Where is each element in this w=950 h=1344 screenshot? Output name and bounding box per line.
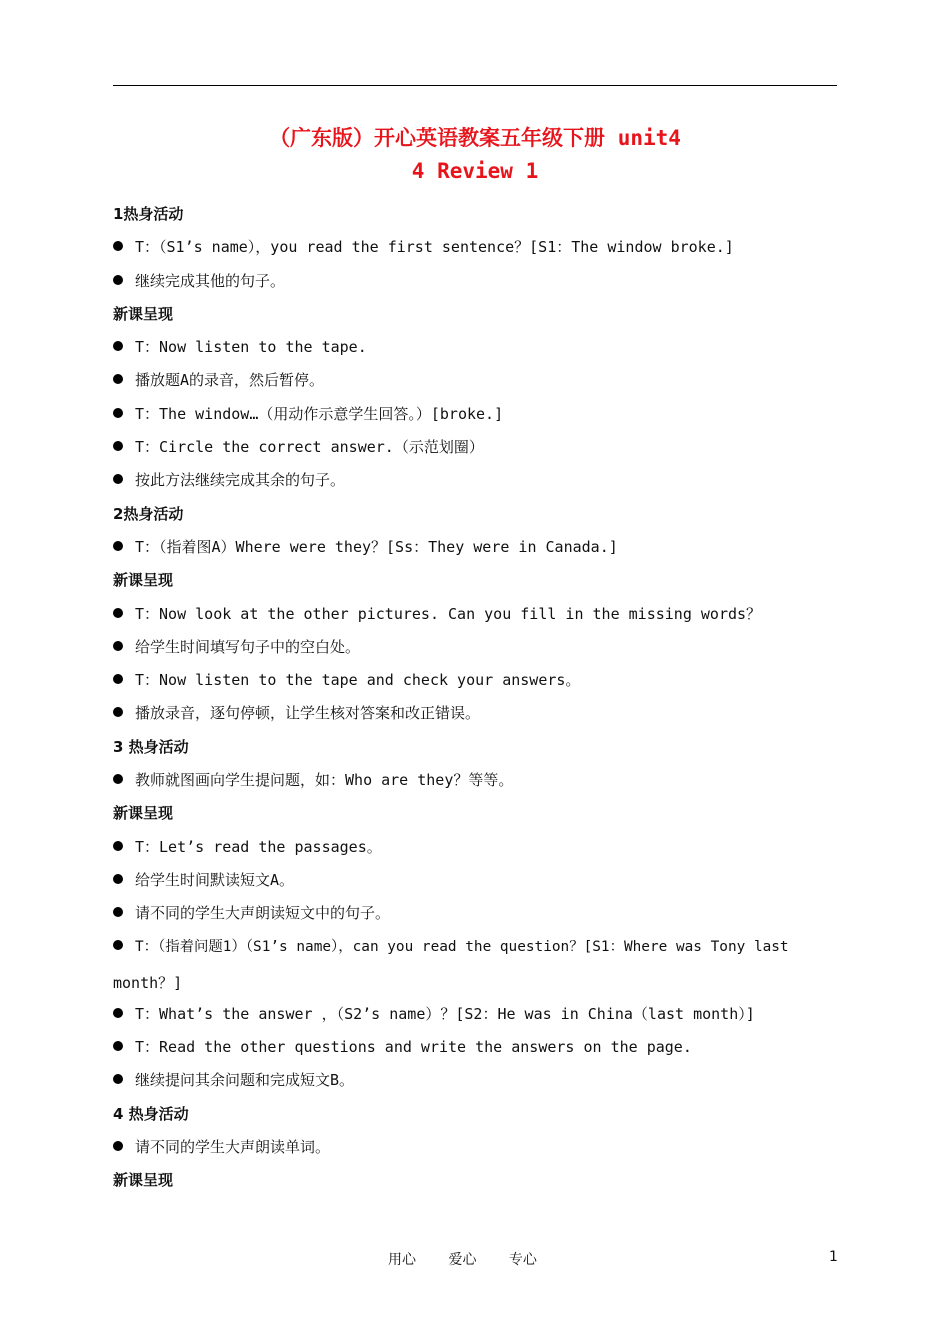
- bullet-icon: [113, 707, 123, 717]
- bullet-icon: [113, 1141, 123, 1151]
- bullet-continuation: month？]: [113, 973, 183, 992]
- bullet-icon: [113, 474, 123, 484]
- bullet-icon: [113, 1008, 123, 1018]
- bullet-text: 播放录音，逐句停顿，让学生核对答案和改正错误。: [135, 704, 481, 723]
- section-heading: 新课呈现: [113, 571, 174, 590]
- bullet-item: [113, 664, 837, 697]
- bullet-text: 给学生时间填写句子中的空白处。: [135, 637, 361, 656]
- bullet-item: [113, 231, 837, 264]
- bullet-item: [113, 1031, 837, 1064]
- bullet-text: T：（S1’s name），you read the first sentence？[S1：The window broke.]: [135, 238, 734, 257]
- bullet-text: 播放题A的录音，然后暂停。: [135, 371, 325, 390]
- bullet-icon: [113, 907, 123, 917]
- bullet-text: T：Now look at the other pictures. Can you fill in the missing words？: [135, 604, 762, 623]
- bullet-icon: [113, 275, 123, 285]
- bullet-item: [113, 697, 837, 730]
- bullet-text: 继续提问其余问题和完成短文B。: [135, 1071, 355, 1090]
- footer-word: 爱心: [448, 1252, 477, 1268]
- bullet-item: [113, 431, 837, 464]
- bullet-item: [113, 598, 837, 631]
- section-heading: 新课呈现: [113, 1171, 174, 1190]
- bullet-text: 教师就图画向学生提问题，如：Who are they？等等。: [135, 771, 514, 790]
- bullet-text: T：Let’s read the passages。: [135, 837, 382, 856]
- bullet-text: T：（指着问题1）（S1’s name），can you read the question？[S1：Where was Tony last: [135, 938, 789, 955]
- bullet-item: [113, 265, 837, 298]
- bullet-icon: [113, 940, 123, 950]
- bullet-icon: [113, 241, 123, 251]
- bullet-icon: [113, 608, 123, 618]
- bullet-text: T：Circle the correct answer.（示范划圈）: [135, 438, 484, 457]
- bullet-text: 请不同的学生大声朗读单词。: [135, 1138, 331, 1157]
- page-number: 1: [829, 1249, 838, 1265]
- section-heading: 1热身活动: [113, 205, 184, 223]
- bullet-icon: [113, 641, 123, 651]
- bullet-text: T：What’s the answer ，（S2’s name）？[S2：He was in China（last month）]: [135, 1004, 755, 1023]
- bullet-item: [113, 464, 837, 497]
- bullet-icon: [113, 541, 123, 551]
- footer-word: 专心: [508, 1252, 537, 1268]
- bullet-text: T：Now listen to the tape.: [135, 338, 367, 357]
- bullet-text: T：The window…（用动作示意学生回答。）[broke.]: [135, 404, 504, 423]
- bullet-item: [113, 764, 837, 797]
- bullet-item: [113, 1131, 837, 1164]
- bullet-item: [113, 864, 837, 897]
- bullet-icon: [113, 674, 123, 684]
- bullet-text: 请不同的学生大声朗读短文中的句子。: [135, 904, 391, 923]
- bullet-text: 按此方法继续完成其余的句子。: [135, 471, 346, 490]
- bullet-item: [113, 331, 837, 364]
- footer-motto: [388, 1249, 565, 1269]
- bullet-item: [113, 398, 837, 431]
- bullet-text: 给学生时间默读短文A。: [135, 870, 295, 889]
- document-title: （广东版）开心英语教案五年级下册 unit4: [269, 126, 681, 150]
- bullet-text: 继续完成其他的句子。: [135, 271, 286, 290]
- bullet-icon: [113, 841, 123, 851]
- bullet-icon: [113, 874, 123, 884]
- section-heading: 2热身活动: [113, 504, 184, 523]
- bullet-icon: [113, 441, 123, 451]
- section-heading: 3 热身活动: [113, 737, 189, 756]
- bullet-icon: [113, 774, 123, 784]
- header-rule: [113, 85, 837, 86]
- section-heading: 4 热身活动: [113, 1104, 189, 1123]
- bullet-icon: [113, 374, 123, 384]
- bullet-icon: [113, 1041, 123, 1051]
- bullet-item: [113, 1064, 837, 1097]
- bullet-text: T：Read the other questions and write the answers on the page.: [135, 1038, 692, 1057]
- document-subtitle: 4 Review 1: [411, 159, 539, 183]
- bullet-text: T：（指着图A）Where were they？[Ss：They were in Canada.]: [135, 537, 618, 556]
- bullet-icon: [113, 408, 123, 418]
- bullet-item: [113, 631, 837, 664]
- bullet-text: T：Now listen to the tape and check your answers。: [135, 671, 581, 690]
- bullet-item: [113, 364, 837, 397]
- bullet-item: [113, 897, 837, 930]
- document-body: [113, 198, 837, 1198]
- bullet-item: [113, 831, 837, 864]
- bullet-item: [113, 998, 837, 1031]
- bullet-icon: [113, 341, 123, 351]
- bullet-item: [113, 931, 837, 964]
- bullet-item: [113, 531, 837, 564]
- footer-word: 用心: [388, 1252, 416, 1268]
- section-heading: 新课呈现: [113, 304, 174, 323]
- bullet-icon: [113, 1074, 123, 1084]
- section-heading: 新课呈现: [113, 804, 174, 823]
